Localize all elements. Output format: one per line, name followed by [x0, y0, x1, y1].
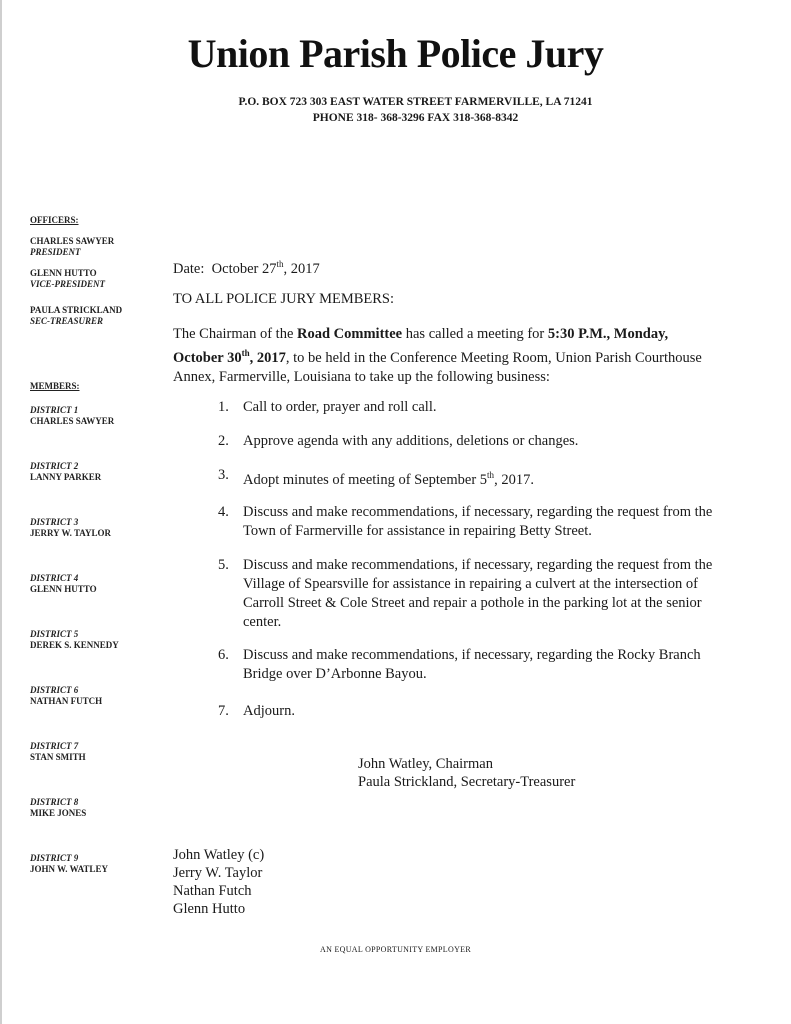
agenda-item-number: 5.	[218, 557, 229, 573]
member-name: MIKE JONES	[30, 808, 87, 818]
officer-entry	[30, 236, 114, 258]
member-district: DISTRICT 1	[30, 405, 79, 415]
member-entry	[30, 853, 108, 875]
committee-member: Nathan Futch	[173, 883, 252, 899]
officer-name: CHARLES SAWYER	[30, 236, 115, 246]
officer-name: GLENN HUTTO	[30, 268, 97, 278]
agenda-item-text: Adopt minutes of meeting of September 5th, 2017.	[243, 470, 534, 488]
officer-title: SEC-TREASURER	[30, 316, 104, 326]
officer-title: VICE-PRESIDENT	[30, 279, 106, 289]
committee-name: Road Committee	[297, 326, 403, 342]
signature-secretary: Paula Strickland, Secretary-Treasurer	[358, 774, 576, 790]
footer-text: AN EQUAL OPPORTUNITY EMPLOYER	[320, 945, 471, 954]
signature-chairman: John Watley, Chairman	[358, 756, 493, 772]
agenda-item-text: Discuss and make recommendations, if necessary, regarding the request from the Town of Farmerville for assistance in repairing Betty Street.	[243, 504, 713, 539]
member-district: DISTRICT 4	[30, 573, 79, 583]
date-ordinal: th	[276, 259, 284, 269]
member-district: DISTRICT 6	[30, 685, 79, 695]
agenda-item-text: Discuss and make recommendations, if necessary, regarding the request from the Village of Spearsville for assistance in repairing a culvert at the intersection of Carroll Street & Cole Street and repair a pothole in the parking lot at the senior center.	[243, 557, 713, 630]
meeting-date: October 30th, 2017	[173, 348, 286, 366]
letterhead-phone: PHONE 318- 368-3296 FAX 318-368-8342	[312, 112, 519, 124]
member-district: DISTRICT 7	[30, 741, 79, 751]
member-name: JERRY W. TAYLOR	[30, 528, 111, 538]
agenda-item-number: 2.	[218, 433, 229, 449]
agenda-item-text: Discuss and make recommendations, if necessary, regarding the Rocky Branch Bridge over D’Arbonne Bayou.	[243, 647, 701, 682]
date-month-day: October 27	[211, 260, 277, 277]
page-edge	[0, 0, 2, 1024]
member-entry	[30, 461, 101, 483]
agenda-item-number: 6.	[218, 647, 229, 663]
officer-entry	[30, 268, 105, 290]
date-label: Date:	[173, 260, 205, 277]
letter-date	[173, 255, 320, 279]
member-name: DEREK S. KENNEDY	[30, 640, 119, 650]
letterhead-address: P.O. BOX 723 303 EAST WATER STREET FARMERVILLE, LA 71241	[238, 96, 593, 108]
member-name: LANNY PARKER	[30, 472, 102, 482]
officer-name: PAULA STRICKLAND	[30, 305, 123, 315]
member-name: JOHN W. WATLEY	[30, 864, 108, 874]
salutation: TO ALL POLICE JURY MEMBERS:	[173, 291, 395, 307]
member-name: GLENN HUTTO	[30, 584, 97, 594]
member-district: DISTRICT 9	[30, 853, 79, 863]
member-entry	[30, 405, 114, 427]
member-name: CHARLES SAWYER	[30, 416, 115, 426]
letterhead-title: Union Parish Police Jury	[187, 31, 604, 76]
agenda-item-text: Approve agenda with any additions, deletions or changes.	[243, 433, 579, 449]
members-heading: MEMBERS:	[30, 381, 80, 391]
agenda-item-number: 4.	[218, 504, 229, 520]
member-district: DISTRICT 3	[30, 517, 79, 527]
officer-entry	[30, 305, 122, 327]
officer-title: PRESIDENT	[30, 247, 81, 257]
member-district: DISTRICT 2	[30, 461, 79, 471]
member-entry	[30, 797, 86, 819]
member-name: NATHAN FUTCH	[30, 696, 103, 706]
member-name: STAN SMITH	[30, 752, 86, 762]
member-entry	[30, 629, 119, 651]
date-year: , 2017	[283, 260, 320, 277]
member-district: DISTRICT 8	[30, 797, 79, 807]
agenda-item-number: 3.	[218, 467, 229, 483]
agenda-item-number: 1.	[218, 399, 229, 415]
member-entry	[30, 685, 102, 707]
committee-member: John Watley (c)	[173, 847, 265, 863]
officers-heading: OFFICERS:	[30, 215, 79, 225]
agenda-item-text: Call to order, prayer and roll call.	[243, 399, 437, 415]
member-entry	[30, 517, 111, 539]
committee-member: Glenn Hutto	[173, 901, 246, 917]
agenda-item-number: 7.	[218, 703, 229, 719]
member-entry	[30, 741, 86, 763]
member-district: DISTRICT 5	[30, 629, 79, 639]
intro-paragraph: The Chairman of the Road Committee has called a meeting for 5:30 P.M., Monday, October 30th, 2017, to be held in the Conference Meeting Room, Union Parish Courthouse Annex, Farmerville, Louisiana to take up the following business:	[173, 326, 702, 385]
member-entry	[30, 573, 97, 595]
agenda-item-text: Adjourn.	[243, 703, 295, 719]
meeting-time-day: 5:30 P.M., Monday,	[547, 326, 669, 342]
committee-member: Jerry W. Taylor	[173, 865, 263, 881]
